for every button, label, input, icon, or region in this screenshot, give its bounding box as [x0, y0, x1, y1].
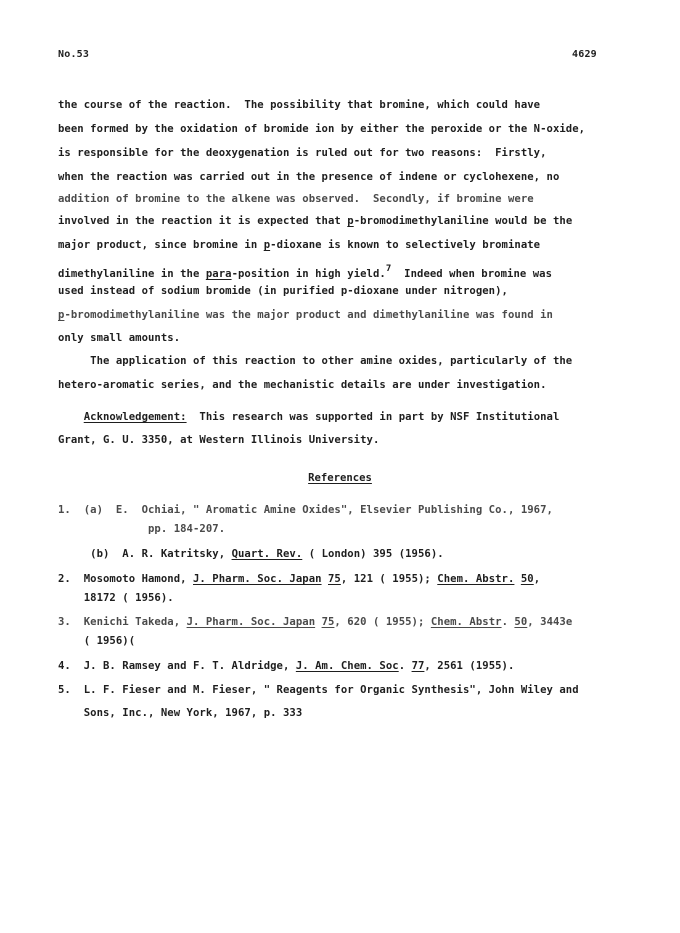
reference-line — [58, 547, 444, 561]
text-line — [58, 308, 553, 322]
reference-line: Sons, Inc., New York, 1967, p. 333 — [58, 707, 303, 719]
text-segment: -position in high yield. — [231, 268, 386, 280]
journal-name: J. Pharm. Soc. Japan — [193, 573, 322, 585]
text-segment: dimethylaniline in the — [58, 268, 206, 280]
journal-number: No.53 — [58, 49, 90, 60]
text-line: been formed by the oxidation of bromide ion by either the peroxide or the N-oxide, — [58, 123, 586, 135]
volume-number: 75 — [328, 573, 341, 585]
text-line: hetero-aromatic series, and the mechanistic details are under investigation. — [58, 379, 547, 391]
references-heading: References — [308, 472, 372, 484]
reference-line: pp. 184-207. — [58, 523, 226, 535]
text-line: The application of this reaction to other amine oxides, particularly of the — [58, 355, 573, 367]
reference-line: 18172 ( 1956). — [58, 592, 174, 604]
text-segment: -dioxane is known to selectively brominate — [270, 239, 541, 251]
text-line: the course of the reaction. The possibility that bromine, which could have — [58, 99, 541, 111]
text-segment: This research was supported in part by NSF Institutional — [186, 411, 560, 423]
text-segment: -bromodimethylaniline was the major product and dimethylaniline was found in — [64, 309, 553, 321]
text-segment: , — [533, 573, 541, 585]
reference-line: ( 1956)( — [58, 635, 136, 647]
text-line: is responsible for the deoxygenation is ruled out for two reasons: Firstly, — [58, 147, 547, 159]
volume-number: 77 — [411, 660, 425, 672]
reference-line: 1. (a) E. Ochiai, " Aromatic Amine Oxides", Elsevier Publishing Co., 1967, — [58, 504, 553, 516]
underlined-prefix: p — [263, 239, 271, 251]
page-number: 4629 — [572, 49, 597, 60]
text-segment: -bromodimethylaniline would be the — [353, 215, 573, 227]
text-segment: . — [398, 660, 412, 672]
journal-name: J. Am. Chem. Soc — [295, 660, 399, 672]
text-segment: involved in the reaction it is expected that — [58, 215, 348, 227]
reference-line — [58, 615, 572, 629]
text-segment: , 620 ( 1955); — [334, 616, 431, 628]
acknowledgement-label: Acknowledgement: — [83, 411, 187, 423]
text-segment: . — [501, 616, 515, 628]
volume-number: 50 — [520, 573, 534, 585]
text-segment: 2. Mosomoto Hamond, — [58, 573, 193, 585]
text-segment: Indeed when bromine was — [391, 268, 553, 280]
underlined-prefix: p — [347, 215, 354, 227]
text-line — [58, 214, 572, 228]
journal-name: Quart. Rev. — [231, 548, 303, 560]
text-line — [58, 410, 559, 424]
text-segment: (b) A. R. Katritsky, — [58, 548, 232, 560]
text-line — [58, 238, 540, 252]
text-segment: 4. J. B. Ramsey and F. T. Aldridge, — [58, 660, 296, 672]
volume-number: 50 — [514, 616, 528, 628]
text-segment: , 2561 (1955). — [424, 660, 515, 672]
text-segment: ( London) 395 (1956). — [302, 548, 444, 560]
underlined-prefix: p — [58, 309, 65, 321]
text-line: used instead of sodium bromide (in purified p-dioxane under nitrogen), — [58, 285, 508, 297]
volume-number: 75 — [321, 616, 335, 628]
text-segment: major product, since bromine in — [58, 239, 264, 251]
journal-name: J. Pharm. Soc. Japan — [186, 616, 316, 628]
text-line: Grant, G. U. 3350, at Western Illinois University. — [58, 434, 380, 446]
journal-name: Chem. Abstr — [430, 616, 502, 628]
reference-line: 5. L. F. Fieser and M. Fieser, " Reagents for Organic Synthesis", John Wiley and — [58, 684, 579, 696]
text-segment: 3. Kenichi Takeda, — [58, 616, 187, 628]
text-segment: , 3443e — [527, 616, 573, 628]
text-line — [58, 262, 552, 281]
reference-line — [58, 572, 540, 586]
reference-line — [58, 659, 514, 673]
citation-superscript: 7 — [385, 264, 392, 274]
text-line: only small amounts. — [58, 332, 181, 344]
journal-name: Chem. Abstr. — [437, 573, 515, 585]
text-line: when the reaction was carried out in the presence of indene or cyclohexene, no — [58, 171, 560, 183]
underlined-word: para — [205, 268, 232, 280]
text-line: addition of bromine to the alkene was observed. Secondly, if bromine were — [58, 193, 534, 205]
text-segment: , 121 ( 1955); — [340, 573, 438, 585]
